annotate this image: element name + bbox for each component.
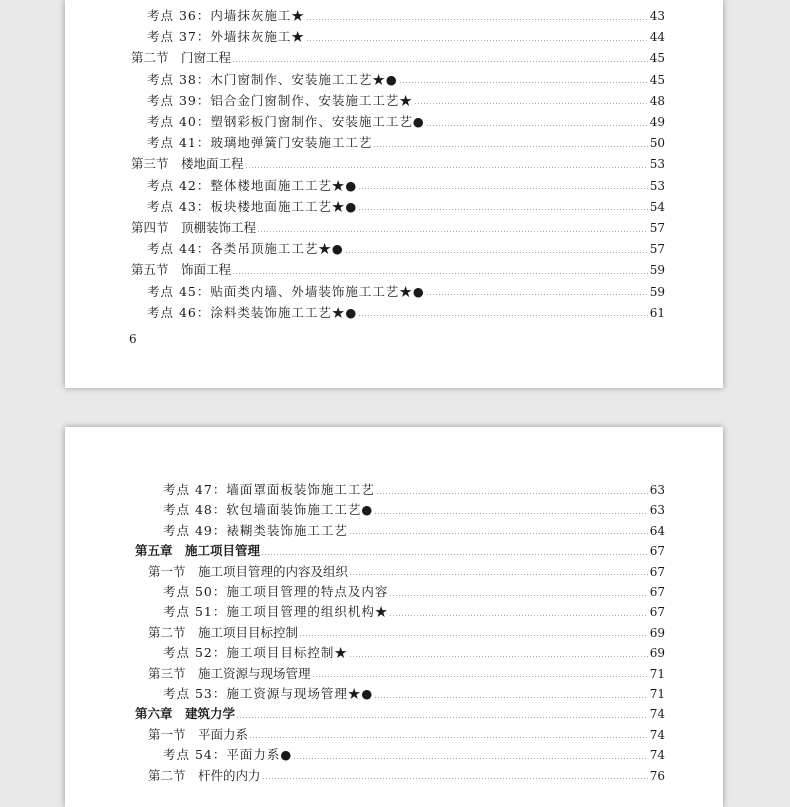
toc-entry-point [163, 522, 665, 540]
toc-entry-title: 第一节 平面力系 [148, 726, 249, 742]
toc-entry-page: 76 [649, 768, 665, 783]
toc-entry-point [147, 71, 665, 89]
toc-entry-point [163, 644, 665, 662]
document-page-bottom [65, 427, 723, 807]
toc-entry-section [148, 767, 665, 785]
toc-entry-page: 57 [649, 221, 665, 235]
toc-entry-page: 53 [649, 157, 665, 172]
dot-leader [261, 554, 648, 555]
toc-entry-title: 考点 36：内墙抹灰施工★ [147, 8, 305, 23]
toc-entry-section [148, 624, 665, 642]
toc-entry-point [147, 283, 665, 301]
toc-entry-title: 考点 44：各类吊顶施工工艺★● [147, 241, 344, 257]
toc-entry-section [131, 49, 665, 67]
toc-entry-point [147, 198, 665, 216]
dot-leader [345, 252, 648, 253]
dot-leader [312, 676, 648, 677]
dot-leader [299, 635, 648, 636]
toc-entry-title: 考点 51：施工项目管理的组织机构★ [163, 604, 389, 620]
dot-leader [249, 737, 648, 738]
dot-leader [376, 493, 648, 494]
dot-leader [293, 758, 648, 759]
toc-entry-title: 第三节 楼地面工程 [131, 156, 244, 172]
toc-entry-chapter [135, 542, 665, 560]
toc-entry-page: 59 [649, 263, 665, 278]
toc-entry-title: 考点 42：整体楼地面施工工艺★● [147, 177, 358, 193]
toc-entry-point [163, 746, 665, 764]
toc-entry-title: 第二节 施工项目目标控制 [148, 624, 299, 640]
toc-entry-point [147, 134, 665, 152]
dot-leader [245, 167, 648, 168]
toc-entry-title: 考点 40：塑钢彩板门窗制作、安装施工工艺● [147, 114, 425, 129]
toc-entry-section [148, 563, 665, 581]
toc-entry-point [163, 685, 665, 703]
toc-entry-page: 43 [649, 9, 665, 23]
toc-entry-page: 45 [649, 72, 665, 87]
toc-entry-page: 50 [649, 136, 665, 151]
toc-entry-page: 69 [649, 625, 665, 640]
toc-entry-point [147, 113, 665, 131]
toc-entry-section [131, 261, 665, 279]
dot-leader [389, 615, 648, 616]
dot-leader [399, 82, 648, 83]
toc-entry-point [147, 240, 665, 258]
dot-leader [389, 595, 648, 596]
toc-entry-point [163, 501, 665, 519]
document-page-top [65, 0, 723, 388]
toc-entry-page: 44 [649, 30, 665, 45]
toc-entry-title: 第二节 杆件的内力 [148, 767, 261, 783]
toc-entry-page: 63 [649, 503, 665, 518]
toc-entry-page: 67 [649, 564, 665, 579]
toc-entry-point [147, 28, 665, 46]
dot-leader [232, 61, 648, 62]
dot-leader [426, 294, 648, 295]
toc-entry-title: 考点 43：板块楼地面施工工艺★● [147, 198, 358, 214]
toc-entry-title: 考点 54：平面力系● [163, 747, 293, 763]
toc-entry-section [131, 155, 665, 173]
toc-entry-page: 49 [649, 115, 665, 129]
toc-entry-page: 67 [649, 544, 665, 559]
toc-entry-page: 74 [649, 707, 665, 722]
dot-leader [349, 533, 648, 534]
dot-leader [262, 778, 648, 779]
toc-entry-page: 59 [649, 284, 665, 299]
toc-entry-title: 第二节 门窗工程 [131, 50, 232, 66]
toc-entry-title: 考点 39：铝合金门窗制作、安装施工工艺★ [147, 92, 413, 108]
toc-entry-page: 45 [649, 51, 665, 66]
toc-entry-title: 考点 50：施工项目管理的特点及内容 [163, 584, 389, 599]
toc-entry-page: 61 [649, 305, 665, 320]
toc-entry-section [148, 726, 665, 744]
toc-entry-page: 71 [649, 687, 665, 701]
toc-entry-page: 63 [649, 483, 665, 497]
dot-leader [358, 209, 648, 210]
page-number: 6 [129, 332, 137, 346]
dot-leader [306, 40, 648, 41]
toc-entry-title: 考点 38：木门窗制作、安装施工工艺★● [147, 71, 398, 87]
toc-entry-title: 考点 48：软包墙面装饰施工工艺● [163, 502, 374, 518]
toc-entry-title: 考点 47：墙面罩面板装饰施工工艺 [163, 482, 375, 497]
dot-leader [257, 231, 648, 232]
toc-entry-title: 考点 37：外墙抹灰施工★ [147, 29, 305, 45]
toc-entry-page: 67 [649, 585, 665, 599]
toc-entry-page: 74 [649, 748, 665, 763]
toc-entry-page: 53 [649, 178, 665, 193]
toc-entry-title: 考点 41：玻璃地弹簧门安装施工工艺 [147, 135, 373, 151]
toc-entry-title: 第五章 施工项目管理 [135, 543, 261, 559]
dot-leader [374, 697, 648, 698]
toc-entry-page: 74 [649, 727, 665, 742]
dot-leader [414, 103, 648, 104]
dot-leader [358, 315, 648, 316]
toc-entry-point [147, 7, 665, 25]
toc-entry-title: 考点 53：施工资源与现场管理★● [163, 686, 374, 701]
toc-entry-title: 考点 49：裱糊类装饰施工工艺 [163, 522, 348, 538]
toc-entry-point [147, 177, 665, 195]
dot-leader [232, 273, 648, 274]
toc-entry-title: 考点 46：涂料类装饰施工工艺★● [147, 304, 358, 320]
toc-entry-page: 57 [649, 242, 665, 257]
toc-entry-page: 71 [649, 666, 665, 681]
dot-leader [374, 513, 648, 514]
dot-leader [306, 19, 648, 20]
toc-entry-page: 69 [649, 646, 665, 661]
toc-entry-page: 48 [649, 93, 665, 108]
toc-entry-page: 64 [649, 523, 665, 538]
toc-entry-section [131, 219, 665, 237]
toc-entry-point [163, 481, 665, 499]
toc-entry-page: 67 [649, 605, 665, 620]
dot-leader [349, 574, 648, 575]
toc-entry-title: 考点 52：施工项目目标控制★ [163, 645, 348, 661]
toc-entry-chapter [135, 705, 665, 723]
toc-entry-title: 第一节 施工项目管理的内容及组织 [148, 563, 349, 579]
toc-entry-point [147, 304, 665, 322]
toc-entry-title: 考点 45：贴面类内墙、外墙装饰施工工艺★● [147, 283, 425, 299]
toc-entry-page: 54 [649, 199, 665, 214]
dot-leader [358, 188, 648, 189]
toc-entry-title: 第六章 建筑力学 [135, 706, 236, 722]
toc-entry-title: 第五节 饰面工程 [131, 262, 232, 278]
dot-leader [426, 125, 648, 126]
dot-leader [349, 656, 648, 657]
toc-entry-title: 第四节 顶棚装饰工程 [131, 220, 257, 235]
dot-leader [236, 717, 648, 718]
toc-entry-point [147, 92, 665, 110]
toc-entry-point [163, 583, 665, 601]
toc-entry-title: 第三节 施工资源与现场管理 [148, 665, 311, 681]
dot-leader [373, 146, 648, 147]
toc-entry-section [148, 665, 665, 683]
toc-entry-point [163, 603, 665, 621]
